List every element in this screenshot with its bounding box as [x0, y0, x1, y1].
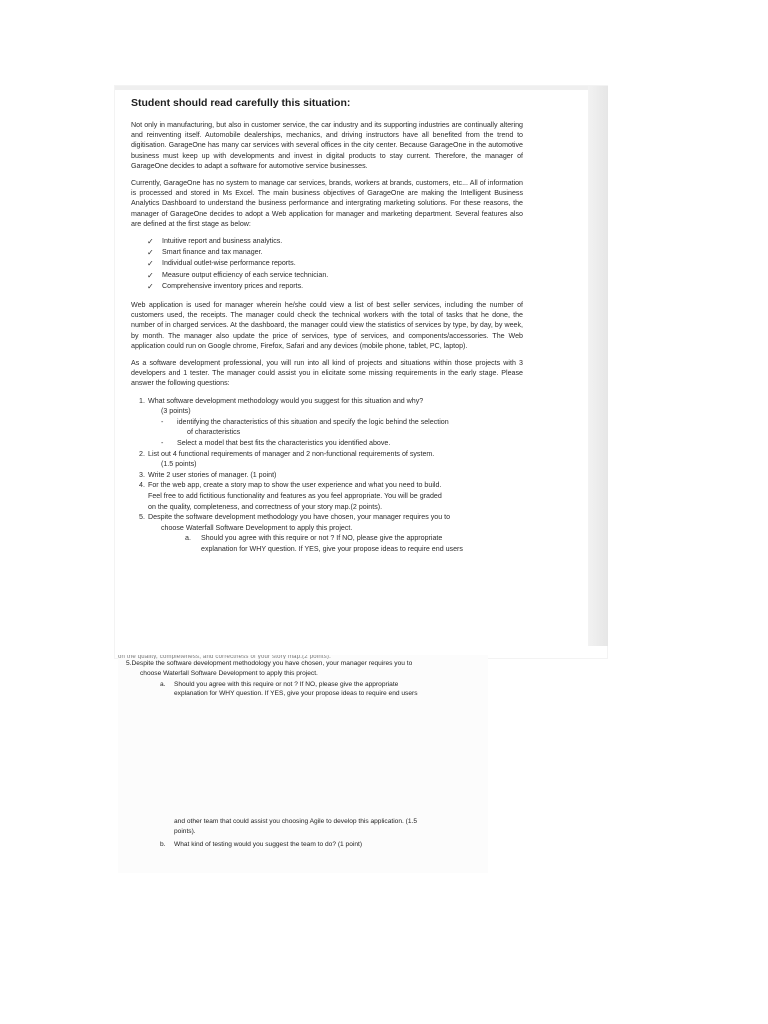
strip-question-5a-continued: and other team that could assist you choosing Agile to develop this application. (1.5: [174, 818, 418, 825]
checkmark-icon: ✓: [147, 270, 154, 280]
strip-question-5b: b. What kind of testing would you suggest the team to do? (1 point): [160, 841, 363, 848]
strip-question-5a-points: points).: [174, 828, 196, 835]
question-2-points: (1.5 points): [161, 460, 197, 469]
question-2: 2. List out 4 functional requirements of manager and 2 non-functional requirements of system.: [139, 449, 435, 458]
paragraph-intro: Not only in manufacturing, but also in customer service, the car industry and its supporting industries are continually altering and reinventing itself. Automobile dealerships, mechanics, and driving instructors have all benefited from the trend to digitisation. GarageOne has many car services with several offices in the city center. Because GarageOne in the automotive business must keep up with developments and invest in digital products to stay current. Therefore, the manager of GarageOne decides to adapt a software for automotive service businesses.: [131, 121, 523, 170]
strip-question-5-line-2: choose Waterfall Software Development to apply this project.: [140, 670, 318, 677]
feature-item: ✓ Individual outlet-wise performance reports.: [147, 259, 296, 269]
page-top-edge: [115, 86, 607, 90]
strip-question-5-line-1: 5.Despite the software development methodology you have chosen, your manager requires you to: [126, 660, 413, 667]
strip-question-5a-line-2: explanation for WHY question. If YES, give your propose ideas to require end users: [174, 690, 418, 697]
question-5-line-2: choose Waterfall Software Development to apply this project.: [161, 523, 353, 532]
question-1-dash-1-cont: of characteristics: [187, 428, 241, 437]
feature-item: ✓ Measure output efficiency of each service technician.: [147, 270, 329, 280]
strip-question-5a: a. Should you agree with this require or not ? If NO, please give the appropriate: [160, 681, 399, 688]
question-1-dash-1: - identifying the characteristics of this situation and specify the logic behind the selection: [161, 417, 449, 426]
document-heading: Student should read carefully this situation:: [131, 97, 351, 109]
question-1: 1. What software development methodology would you suggest for this situation and why?: [139, 396, 424, 405]
page-right-edge: [588, 86, 608, 646]
paragraph-questions-intro: As a software development professional, you will run into all kind of projects and situations within those projects with 3 developers and 1 tester. The manager could assist you in elicitate some missing requirements in the early stage. Please answer the following questions:: [131, 359, 523, 388]
question-list: [131, 396, 523, 555]
document-body: [131, 96, 523, 555]
paragraph-current-state: Currently, GarageOne has no system to manage car services, brands, workers at brands, customers, etc... All of information is processed and stored in Ms Excel. The main business objectives of GarageOne are making the Intelligent Business Analytics Dashboard to understand the business performance and intergrating marketing solutions. For these reasons, the manager of GarageOne decides to adopt a Web application for manager and marketing department. Several features also are defined at the first stage as below:: [131, 179, 523, 228]
question-4-line-2: Feel free to add fictitious functionality and features as you feel appropriate. You will be graded: [148, 492, 442, 501]
checkmark-icon: ✓: [147, 259, 154, 269]
feature-item: ✓ Smart finance and tax manager.: [147, 248, 263, 258]
checkmark-icon: ✓: [147, 248, 154, 258]
feature-item: ✓ Intuitive report and business analytics.: [147, 237, 283, 247]
pasted-screenshot-strip: [118, 655, 488, 873]
question-5: 5. Despite the software development methodology you have chosen, your manager requires you to: [139, 513, 451, 522]
question-3: 3. Write 2 user stories of manager. (1 point): [139, 470, 277, 479]
checkmark-icon: ✓: [147, 237, 154, 247]
checkmark-icon: ✓: [147, 281, 154, 291]
question-5a-line-2: explanation for WHY question. If YES, give your propose ideas to require end users: [201, 544, 463, 553]
feature-list: [131, 236, 523, 292]
question-1-dash-2: - Select a model that best fits the characteristics you identified above.: [161, 439, 391, 448]
cropped-text-line: on the quality, completeness, and correctness of your story map.(2 points).: [118, 655, 331, 659]
question-1-points: (3 points): [161, 407, 191, 416]
question-5a: a. Should you agree with this require or not ? If NO, please give the appropriate: [185, 534, 443, 543]
paragraph-web-application: Web application is used for manager wherein he/she could view a list of best seller services, including the number of customers used, the receipts. The manager could check the technical workers with the total of tasks that he done, the number of in charged services. At the dashboard, the manager could view the statistics of services by type, by day, by week, by month. The manager also update the price of services, type of services, and components/accessories. The Web application could run on Google chrome, Firefox, Safari and any devices (mobile phone, tablet, PC, laptop).: [131, 301, 523, 350]
question-4: 4. For the web app, create a story map to show the user experience and what you need to build.: [139, 481, 442, 490]
feature-item: ✓ Comprehensive inventory prices and reports.: [147, 281, 304, 291]
question-4-line-3: on the quality, completeness, and correctness of your story map.(2 points).: [148, 502, 383, 511]
